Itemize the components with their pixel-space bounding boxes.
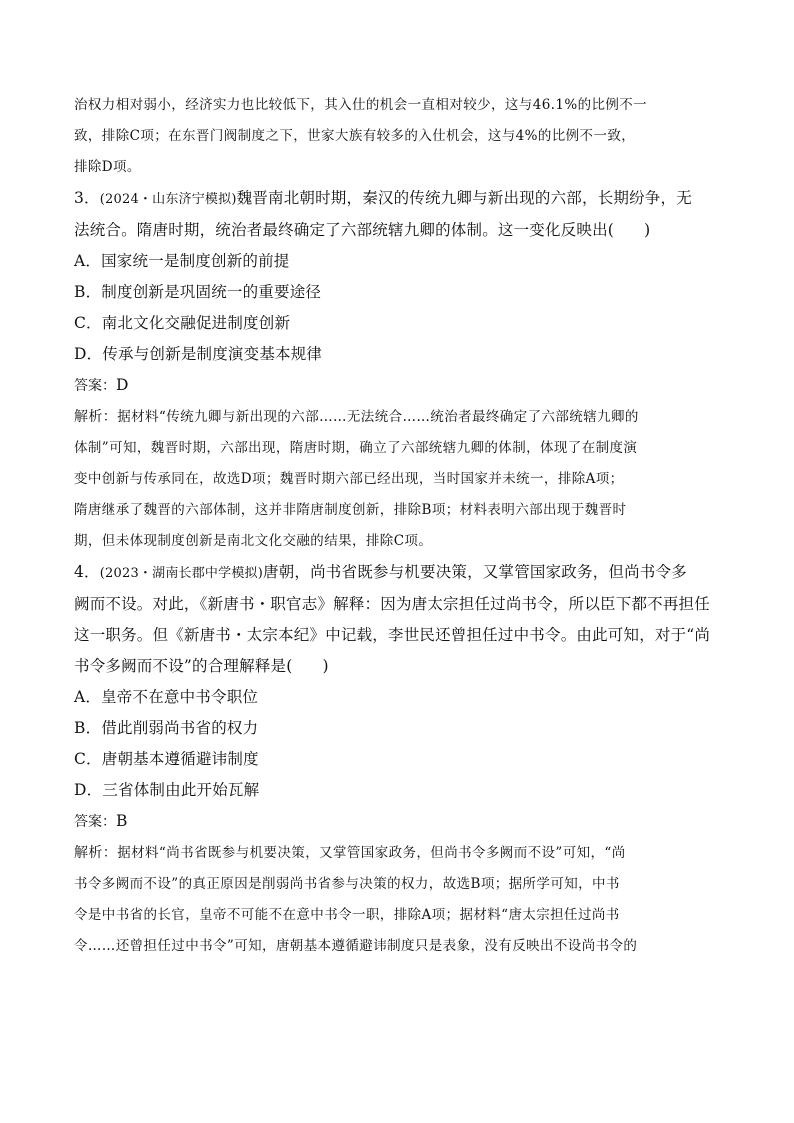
q4-close-paren: ) — [322, 657, 329, 675]
q3-explain-line-3: 变中创新与传承同在，故选D项；魏晋时期六部已经出现，当时国家并未统一，排除A项； — [74, 471, 624, 487]
q4-source: (2023・湖南长郡中学模拟) — [99, 566, 263, 581]
q3-answer-label: 答案： — [74, 378, 116, 394]
q3-answer-value: D — [116, 376, 129, 394]
q4-explanation — [74, 838, 718, 962]
q4-answer-value: B — [116, 812, 128, 830]
q4-option-a: A．皇帝不在意中书令职位 — [74, 688, 259, 706]
q3-stem-line-1: 魏晋南北朝时期，秦汉的传统九卿与新出现的六部，长期纷争，无 — [236, 189, 692, 207]
q4-number: 4． — [74, 563, 100, 581]
q3-source: (2024・山东济宁模拟) — [99, 192, 237, 207]
q3-explanation — [74, 402, 718, 557]
intro-line-2: 致，排除C项；在东晋门阀制度之下，世家大族有较多的入仕机会，这与4%的比例不一致， — [74, 128, 636, 144]
q3-option-c: C．南北文化交融促进制度创新 — [74, 314, 291, 332]
q3-number: 3． — [74, 189, 100, 207]
intro-line-3: 排除D项。 — [74, 159, 141, 175]
q4-explain-line-1: 据材料“尚书省既参与机要决策，又掌管国家政务，但尚书令多阙而不设”可知，“尚 — [117, 845, 626, 861]
q4-option-c: C．唐朝基本遵循避讳制度 — [74, 750, 259, 768]
q4-explain-line-4: 令……还曾担任过中书令”可知，唐朝基本遵循避讳制度只是表象，没有反映出不设尚书令的 — [74, 938, 638, 954]
q4-stem-line-4: 书令多阙而不设”的合理解释是( — [74, 657, 293, 675]
q3-explain-line-1: 据材料“传统九卿与新出现的六部……无法统合……统治者最终确定了六部统辖九卿的 — [117, 409, 639, 425]
q4-stem-line-2: 阙而不设。对此，《新唐书・职官志》解释：因为唐太宗担任过尚书令，所以臣下都不再担任 — [74, 595, 710, 613]
q4-explain-label: 解析： — [74, 845, 118, 861]
q3-explain-line-4: 隋唐继承了魏晋的六部体制，这并非隋唐制度创新，排除B项；材料表明六部出现于魏晋时 — [74, 502, 627, 518]
q3-explain-line-5: 期，但未体现制度创新是南北文化交融的结果，排除C项。 — [74, 533, 433, 549]
q4-explain-line-3: 令是中书省的长官，皇帝不可能不在意中书令一职，排除A项；据材料“唐太宗担任过尚书 — [74, 907, 620, 923]
q4-stem-line-1: 唐朝，尚书省既参与机要决策，又掌管国家政务，但尚书令多 — [263, 563, 687, 581]
q3-option-b: B．制度创新是巩固统一的重要途径 — [74, 283, 322, 301]
q4-stem — [74, 557, 718, 682]
q3-option-d: D．传承与创新是制度演变基本规律 — [74, 345, 323, 363]
intro-line-1: 治权力相对弱小，经济实力也比较低下，其入仕的机会一直相对较少，这与46.1%的比例不一 — [74, 97, 648, 113]
q4-answer-label: 答案： — [74, 814, 116, 830]
intro-paragraph — [74, 90, 718, 183]
q3-explain-label: 解析： — [74, 409, 118, 425]
q4-option-d: D．三省体制由此开始瓦解 — [74, 781, 260, 799]
q3-stem — [74, 183, 718, 246]
q4-option-b: B．借此削弱尚书省的权力 — [74, 719, 259, 737]
q4-answer — [74, 806, 718, 838]
q3-explain-line-2: 体制”可知，魏晋时期，六部出现，隋唐时期，确立了六部统辖九卿的体制，体现了在制度演 — [74, 440, 638, 456]
q3-option-a: A．国家统一是制度创新的前提 — [74, 252, 290, 270]
q4-stem-line-3: 这一职务。但《新唐书・太宗本纪》中记载，李世民还曾担任过中书令。由此可知，对于“尚 — [74, 626, 711, 644]
q3-stem-line-2: 法统合。隋唐时期，统治者最终确定了六部统辖九卿的体制。这一变化反映出( — [74, 221, 615, 239]
q3-answer — [74, 370, 718, 402]
q4-explain-line-2: 书令多阙而不设”的真正原因是削弱尚书省参与决策的权力，故选B项；据所学可知，中书 — [74, 876, 620, 892]
q3-close-paren: ) — [644, 221, 651, 239]
